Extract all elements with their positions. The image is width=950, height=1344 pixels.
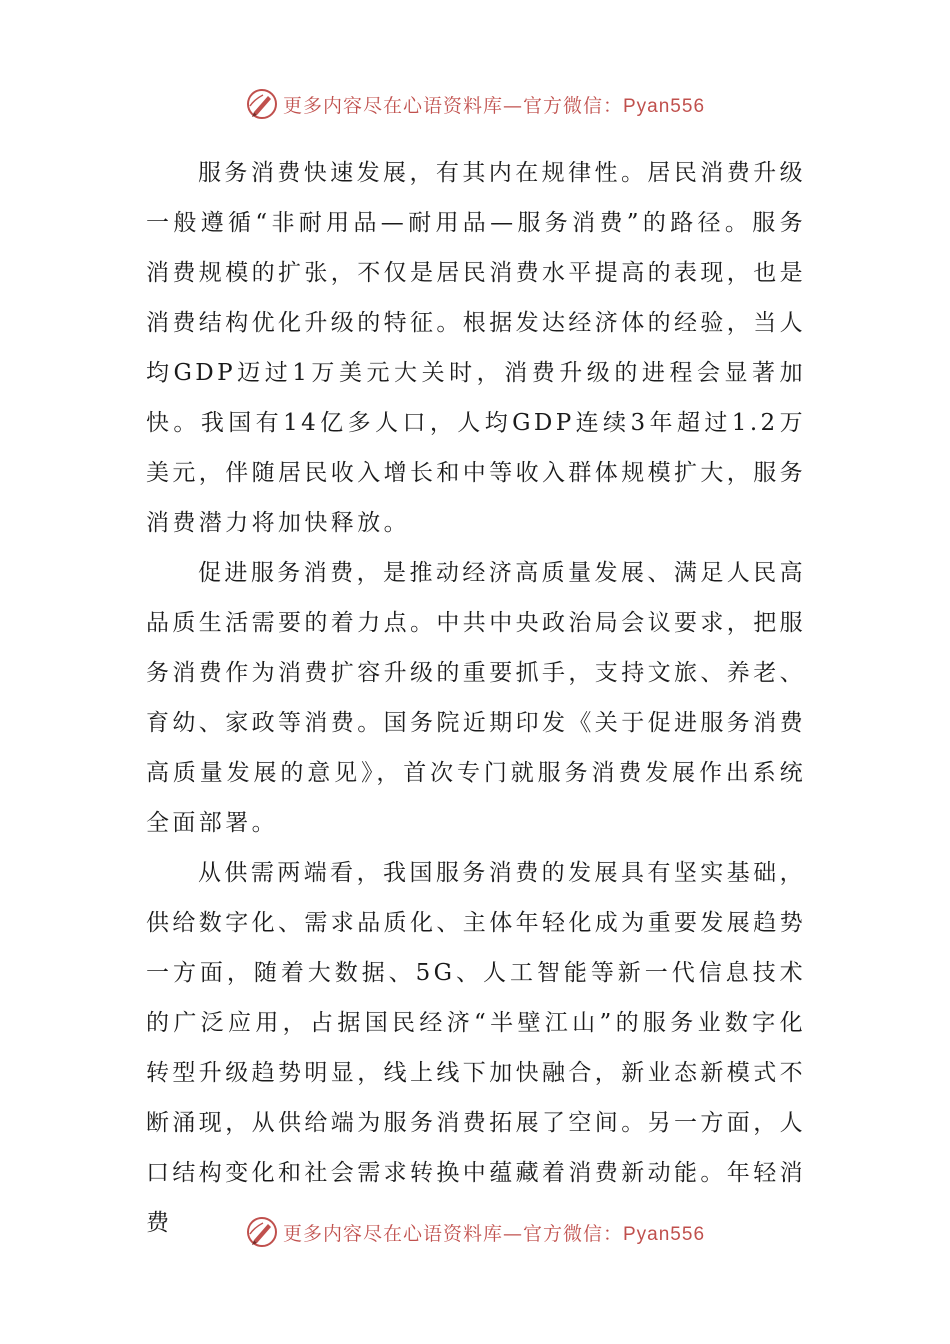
article-body (146, 148, 806, 1248)
footer-banner-wechat: Pyan556 (623, 1223, 706, 1245)
footer-banner-text (283, 1219, 705, 1246)
header-banner-wechat: Pyan556 (623, 95, 706, 117)
paragraph-2: 促进服务消费，是推动经济高质量发展、满足人民高品质生活需要的着力点。中共中央政治局会议要求，把服务消费作为消费扩容升级的重要抓手，支持文旅、养老、育幼、家政等消费。国务院近期印发《关于促进服务消费高质量发展的意见》，首次专门就服务消费发展作出系统全面部署。 (146, 560, 806, 836)
header-banner (0, 84, 950, 124)
pen-logo-icon (245, 87, 279, 121)
pen-logo-icon (245, 1215, 279, 1249)
paragraph-1: 服务消费快速发展，有其内在规律性。居民消费升级一般遵循“非耐用品—耐用品—服务消费”的路径。服务消费规模的扩张，不仅是居民消费水平提高的表现，也是消费结构优化升级的特征。根据发达经济体的经验，当人均GDP迈过1万美元大关时，消费升级的进程会显著加快。我国有14亿多人口，人均GDP连续3年超过1.2万美元，伴随居民收入增长和中等收入群体规模扩大，服务消费潜力将加快释放。 (146, 160, 806, 536)
footer-banner-label: 更多内容尽在心语资料库—官方微信： (282, 1222, 623, 1245)
header-banner-text (283, 91, 705, 118)
paragraph-3: 从供需两端看，我国服务消费的发展具有坚实基础，供给数字化、需求品质化、主体年轻化成为重要发展趋势一方面，随着大数据、5G、人工智能等新一代信息技术的广泛应用，占据国民经济“半壁江山”的服务业数字化转型升级趋势明显，线上线下加快融合，新业态新模式不断涌现，从供给端为服务消费拓展了空间。另一方面，人口结构变化和社会需求转换中蕴藏着消费新动能。年轻消费 (146, 860, 806, 1236)
header-banner-label: 更多内容尽在心语资料库—官方微信： (282, 94, 623, 117)
footer-banner (0, 1212, 950, 1252)
